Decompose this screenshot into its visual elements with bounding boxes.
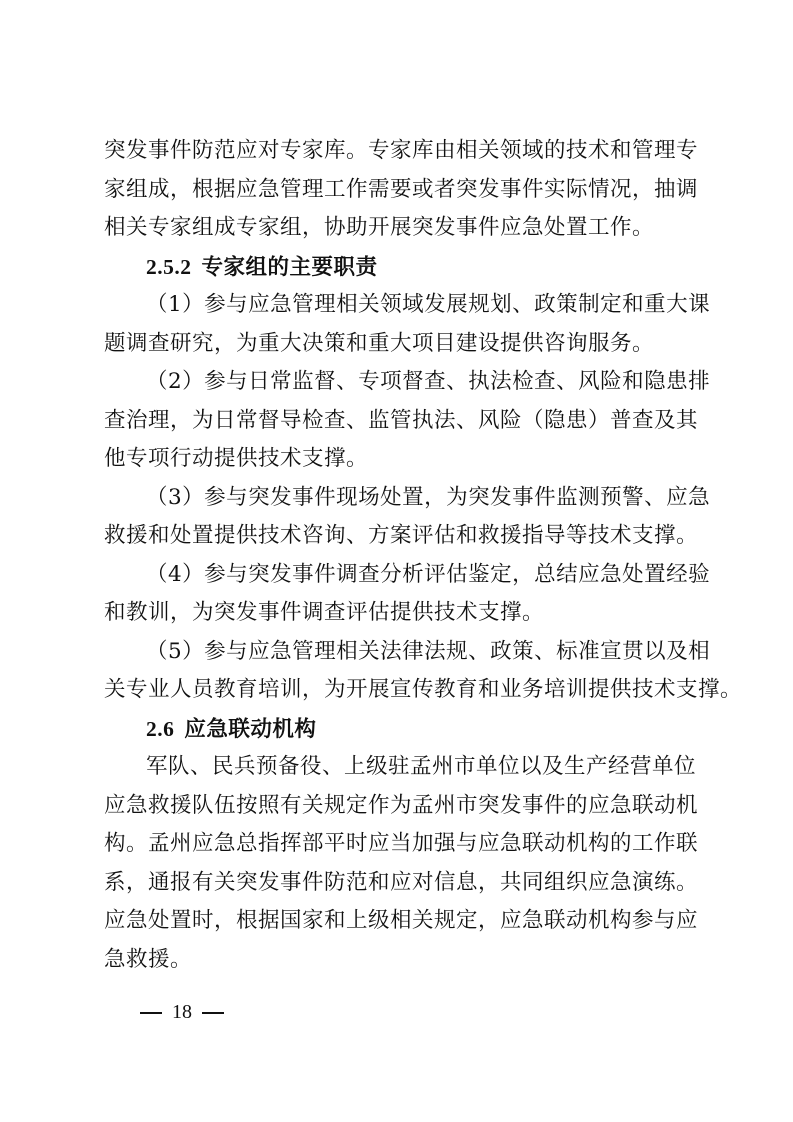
- duty-4-line-2: 和教训，为突发事件调查评估提供技术支撑。: [104, 600, 545, 625]
- linkage-line-2: 应急救援队伍按照有关规定作为孟州市突发事件的应急联动机: [104, 793, 699, 818]
- duty-2-line-2: 查治理，为日常督导检查、监管执法、风险（隐患）普查及其: [104, 408, 699, 433]
- duty-3-line-1: （3）参与突发事件现场处置，为突发事件监测预警、应急: [146, 485, 711, 510]
- linkage-line-4: 系，通报有关突发事件防范和应对信息，共同组织应急演练。: [104, 870, 699, 895]
- page-footer: [130, 998, 234, 1026]
- duty-1-line-2: 题调查研究，为重大决策和重大项目建设提供咨询服务。: [104, 331, 655, 356]
- section-title: 应急联动机构: [184, 717, 317, 742]
- intro-line-1: 突发事件防范应对专家库。专家库由相关领域的技术和管理专: [104, 138, 699, 163]
- duty-1-line-1: （1）参与应急管理相关领域发展规划、政策制定和重大课: [146, 292, 711, 317]
- footer-dash-left: [140, 1012, 162, 1014]
- duty-4-line-1: （4）参与突发事件调查分析评估鉴定，总结应急处置经验: [146, 562, 711, 587]
- intro-line-2: 家组成，根据应急管理工作需要或者突发事件实际情况，抽调: [104, 177, 699, 202]
- footer-dash-right: [202, 1012, 224, 1014]
- linkage-line-1: 军队、民兵预备役、上级驻孟州市单位以及生产经营单位: [146, 754, 697, 779]
- page-number: 18: [172, 1001, 192, 1023]
- duty-3-line-2: 救援和处置提供技术咨询、方案评估和救援指导等技术支撑。: [104, 523, 699, 548]
- duty-2-line-3: 他专项行动提供技术支撑。: [104, 446, 369, 471]
- linkage-line-6: 急救援。: [104, 947, 193, 972]
- duty-5-line-2: 关专业人员教育培训，为开展宣传教育和业务培训提供技术支撑。: [104, 677, 743, 702]
- intro-line-3: 相关专家组成专家组，协助开展突发事件应急处置工作。: [104, 215, 655, 240]
- duty-2-line-1: （2）参与日常监督、专项督查、执法检查、风险和隐患排: [146, 369, 711, 394]
- section-heading-2-6: [146, 714, 316, 745]
- linkage-line-3: 构。孟州应急总指挥部平时应当加强与应急联动机构的工作联: [104, 831, 699, 856]
- linkage-line-5: 应急处置时，根据国家和上级相关规定，应急联动机构参与应: [104, 908, 699, 933]
- section-number: 2.5.2: [146, 255, 192, 279]
- duty-5-line-1: （5）参与应急管理相关法律法规、政策、标准宣贯以及相: [146, 639, 711, 664]
- section-title: 专家组的主要职责: [201, 255, 378, 280]
- section-number: 2.6: [146, 717, 175, 741]
- section-heading-2-5-2: [146, 252, 378, 283]
